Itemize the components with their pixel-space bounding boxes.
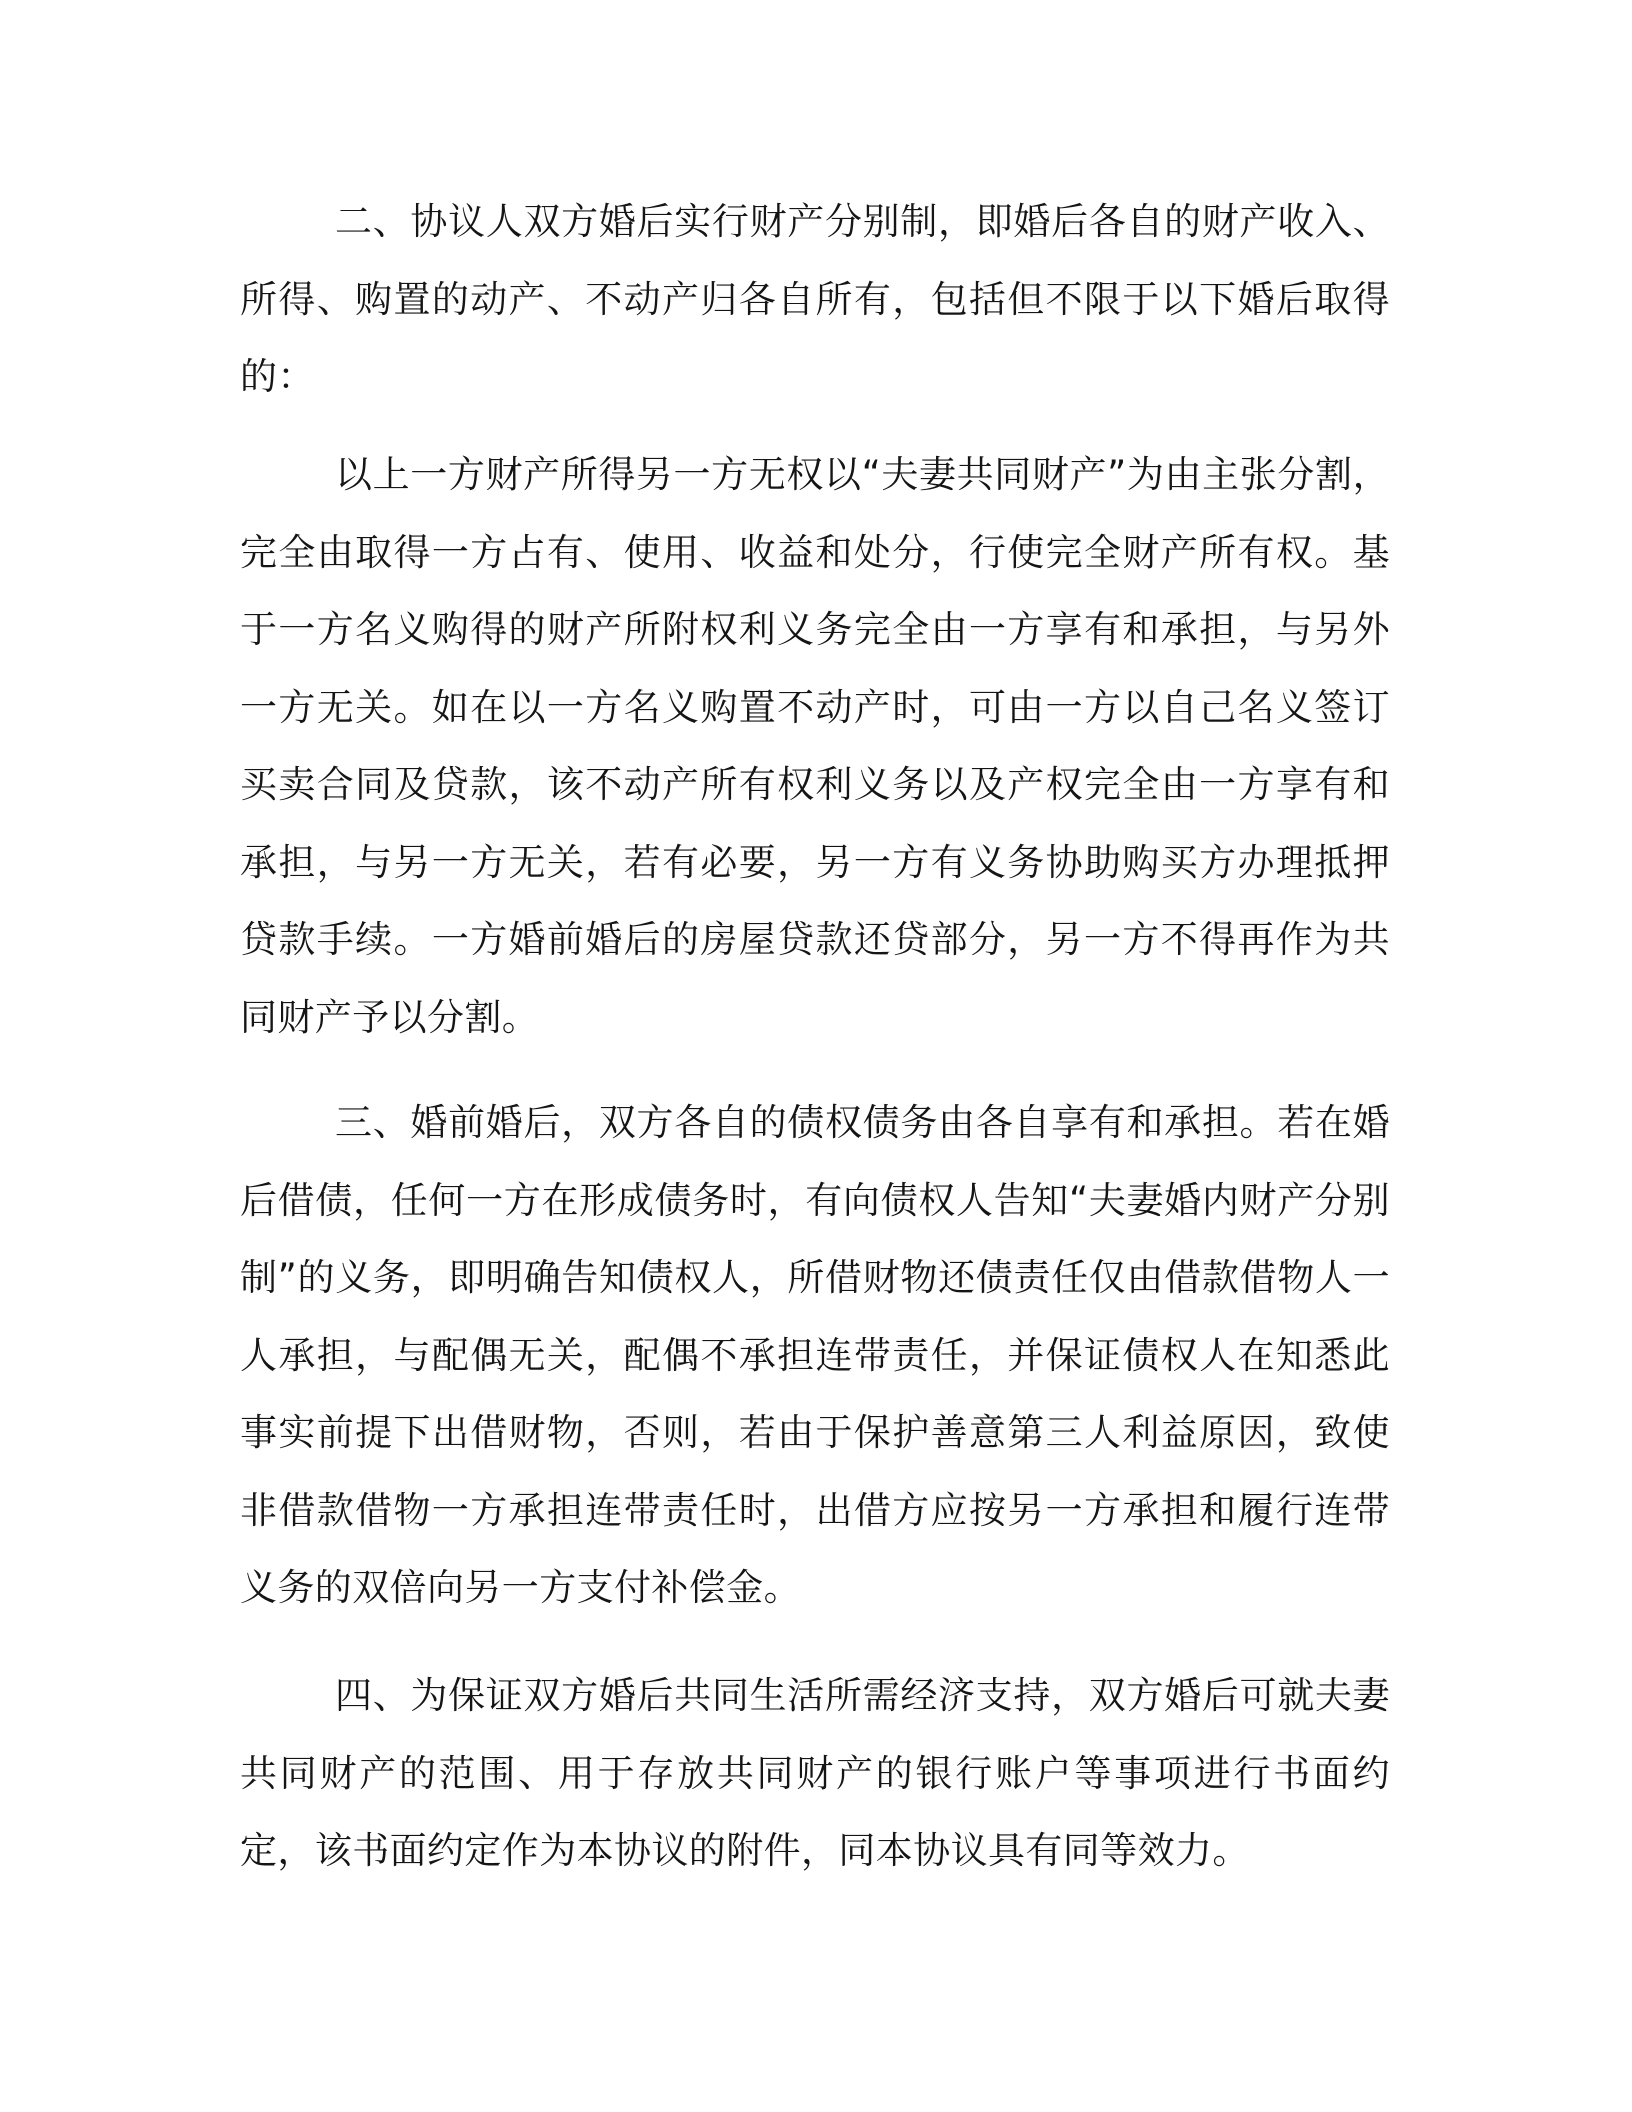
clause-three-paragraph: 三、婚前婚后，双方各自的债权债务由各自享有和承担。若在婚后借债，任何一方在形成债务时，有向债权人告知“夫妻婚内财产分别制”的义务，即明确告知债权人，所借财物还债责任仅由借款借物人一人承担，与配偶无关，配偶不承担连带责任，并保证债权人在知悉此事实前提下出借财物，否则，若由于保护善意第三人利益原因，致使非借款借物一方承担连带责任时，出借方应按另一方承担和履行连带义务的双倍向另一方支付补偿金。 (240, 1101, 1390, 1609)
property-ownership-paragraph: 以上一方财产所得另一方无权以“夫妻共同财产”为由主张分割，完全由取得一方占有、使用、收益和处分，行使完全财产所有权。基于一方名义购得的财产所附权利义务完全由一方享有和承担，与另外一方无关。如在以一方名义购置不动产时，可由一方以自己名义签订买卖合同及贷款，该不动产所有权利义务以及产权完全由一方享有和承担，与另一方无关，若有必要，另一方有义务协助购买方办理抵押贷款手续。一方婚前婚后的房屋贷款还贷部分，另一方不得再作为共同财产予以分割。 (240, 453, 1390, 1039)
clause-two-paragraph: 二、协议人双方婚后实行财产分别制，即婚后各自的财产收入、所得、购置的动产、不动产归各自所有，包括但不限于以下婚后取得的： (240, 200, 1390, 398)
clause-four-paragraph: 四、为保证双方婚后共同生活所需经济支持，双方婚后可就夫妻共同财产的范围、用于存放共同财产的银行账户等事项进行书面约定，该书面约定作为本协议的附件，同本协议具有同等效力。 (240, 1674, 1390, 1872)
